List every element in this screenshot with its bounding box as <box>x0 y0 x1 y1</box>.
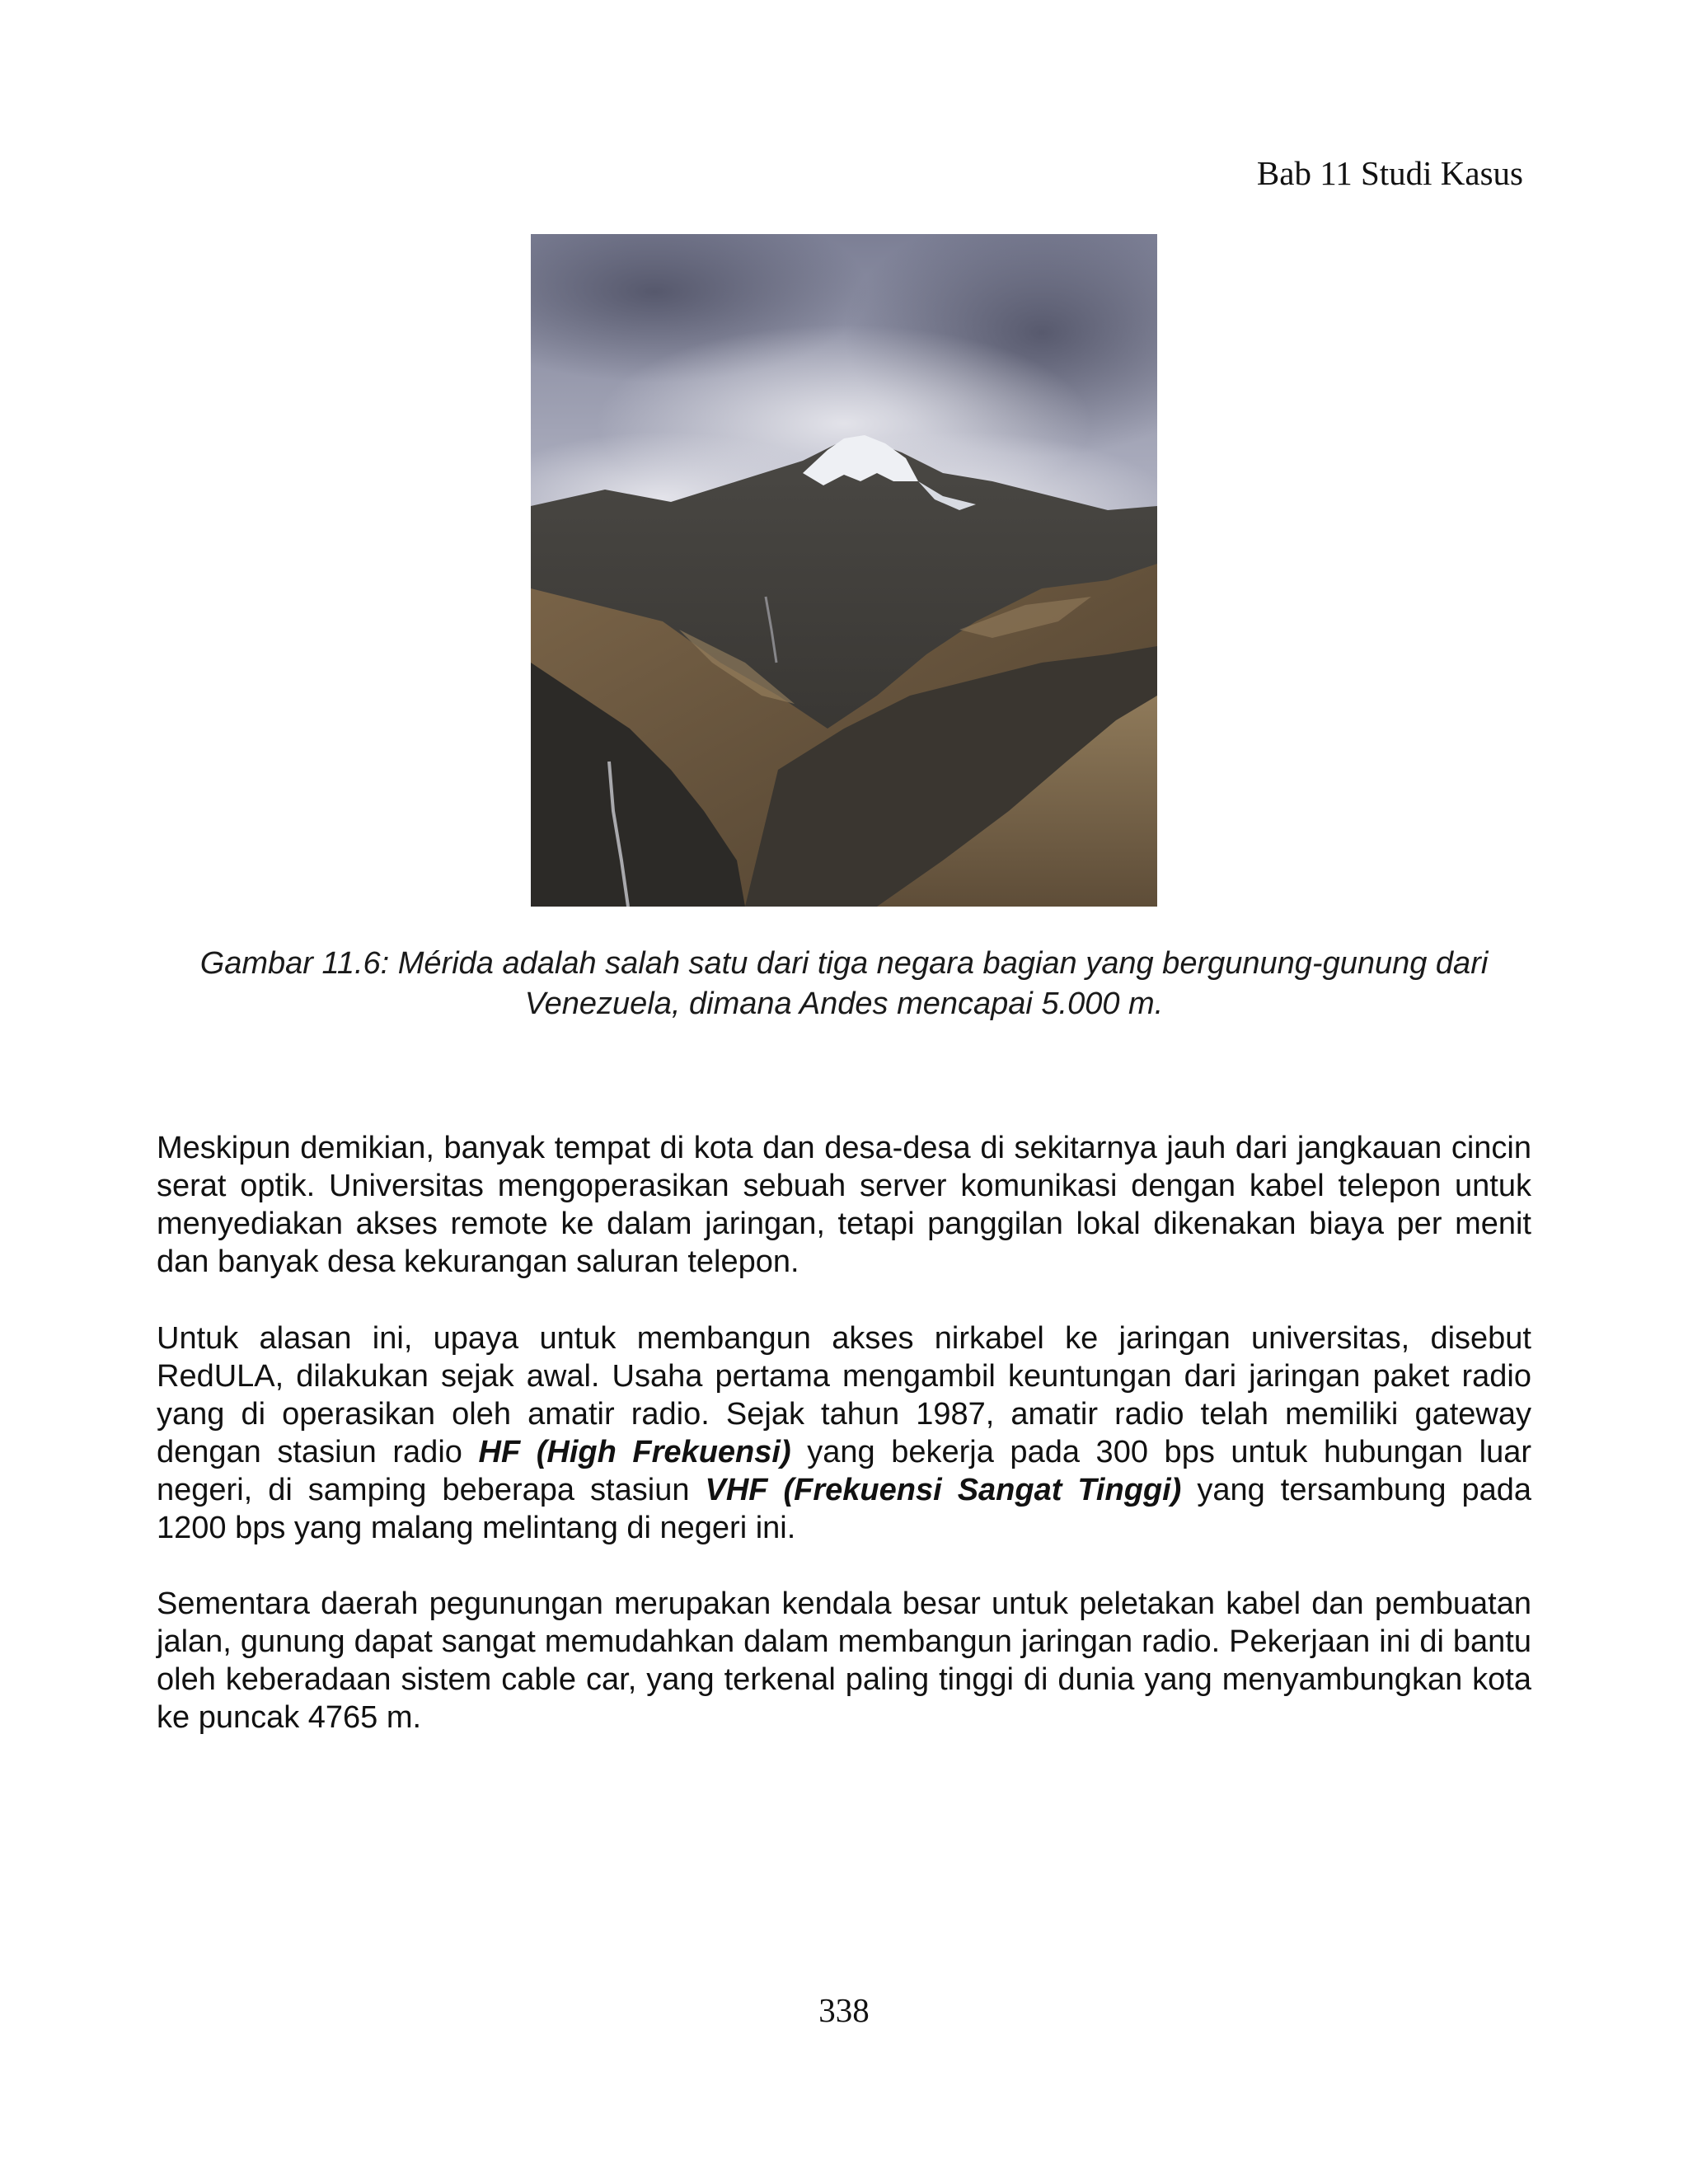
paragraph-fiber-reach: Meskipun demikian, banyak tempat di kota dan desa-desa di sekitarnya jauh dari jangkauan cincin serat optik. Universitas mengoperasikan sebuah server komunikasi dengan kabel telepon untuk menyediakan akses remote ke dalam jaringan, tetapi panggilan lokal dikenakan biaya per menit dan banyak desa kekurangan saluran telepon. <box>157 1131 1531 1279</box>
figure-caption: Gambar 11.6: Mérida adalah salah satu dari tiga negara bagian yang bergunung-gunung dari Venezuela, dimana Andes mencapai 5.000 m. <box>199 946 1489 1021</box>
paragraph-text: Untuk alasan ini, upaya untuk membangun akses nirkabel ke jaringan universitas, disebut RedULA, dilakukan sejak awal. Usaha pertama mengambil keuntungan dari jaringan paket radio yang di operasikan oleh amatir radio. Sejak tahun 1987, amatir radio telah memiliki gateway dengan stasiun radio <box>157 1321 1531 1469</box>
paragraph-mountain-terrain: Sementara daerah pegunungan merupakan kendala besar untuk peletakan kabel dan pembuatan jalan, gunung dapat sangat memudahkan dalam membangun jaringan radio. Pekerjaan ini di bantu oleh keberadaan sistem cable car, yang terkenal paling tinggi di dunia yang menyambungkan kota ke puncak 4765 m. <box>157 1586 1531 1735</box>
paragraph-text: yang bekerja pada 300 bps untuk hubungan luar negeri, di samping beberapa stasiun <box>157 1435 1532 1507</box>
mountain-illustration <box>531 234 1157 907</box>
mountain-photo <box>531 234 1157 907</box>
page-number: 338 <box>818 1991 870 2029</box>
running-header: Bab 11 Studi Kasus <box>1256 154 1523 192</box>
paragraph-wireless-effort <box>157 1319 1531 1547</box>
term-vhf: VHF (Frekuensi Sangat Tinggi) <box>705 1473 1182 1507</box>
term-hf: HF (High Frekuensi) <box>478 1435 791 1469</box>
paragraph-text: yang tersambung pada 1200 bps yang malang melintang di negeri ini. <box>157 1473 1532 1545</box>
